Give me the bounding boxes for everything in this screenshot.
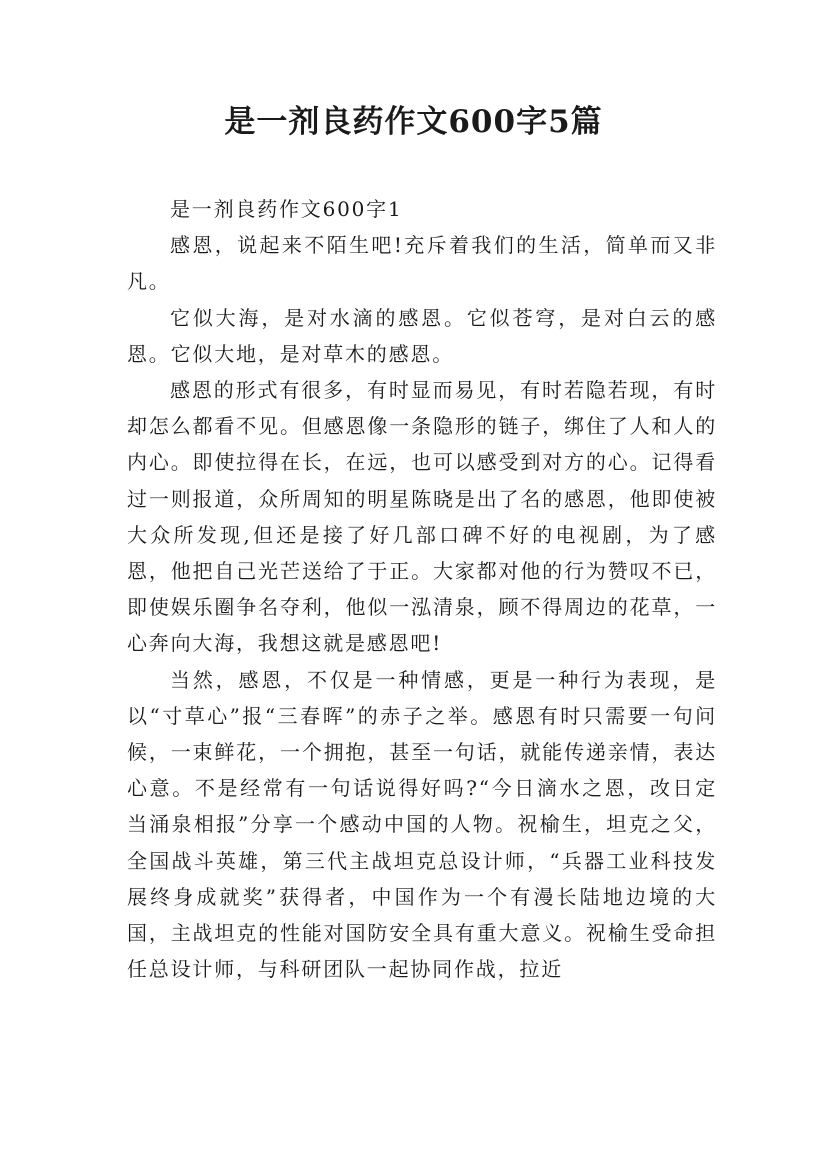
paragraph: 感恩，说起来不陌生吧!充斥着我们的生活，简单而又非凡。: [127, 233, 717, 294]
document-body: [127, 191, 717, 987]
section-heading: 是一剂良药作文600字1: [170, 197, 403, 221]
document-title: 是一剂良药作文600字5篇: [224, 104, 603, 140]
paragraph: 它似大海，是对水滴的感恩。它似苍穹，是对白云的感恩。它似大地，是对草木的感恩。: [127, 305, 717, 366]
paragraph: 感恩的形式有很多，有时显而易见，有时若隐若现，有时却怎么都看不见。但感恩像一条隐形的链子，绑住了人和人的内心。即使拉得在长，在远，也可以感受到对方的心。记得看过一则报道，众所周知的明星陈晓是出了名的感恩，他即使被大众所发现,但还是接了好几部口碑不好的电视剧，为了感恩，他把自己光芒送给了于正。大家都对他的行为赞叹不已，即使娱乐圈争名夺利，他似一泓清泉，顾不得周边的花草，一心奔向大海，我想这就是感恩吧!: [127, 378, 717, 656]
paragraph: 当然，感恩，不仅是一种情感，更是一种行为表现，是以“寸草心”报“三春晖”的赤子之举。感恩有时只需要一句问候，一束鲜花，一个拥抱，甚至一句话，就能传递亲情，表达心意。不是经常有一句话说得好吗?“今日滴水之恩，改日定当涌泉相报”分享一个感动中国的人物。祝榆生，坦克之父，全国战斗英雄，第三代主战坦克总设计师，“兵器工业科技发展终身成就奖”获得者，中国作为一个有漫长陆地边境的大国，主战坦克的性能对国防安全具有重大意义。祝榆生受命担任总设计师，与科研团队一起协同作战，拉近: [127, 667, 717, 982]
